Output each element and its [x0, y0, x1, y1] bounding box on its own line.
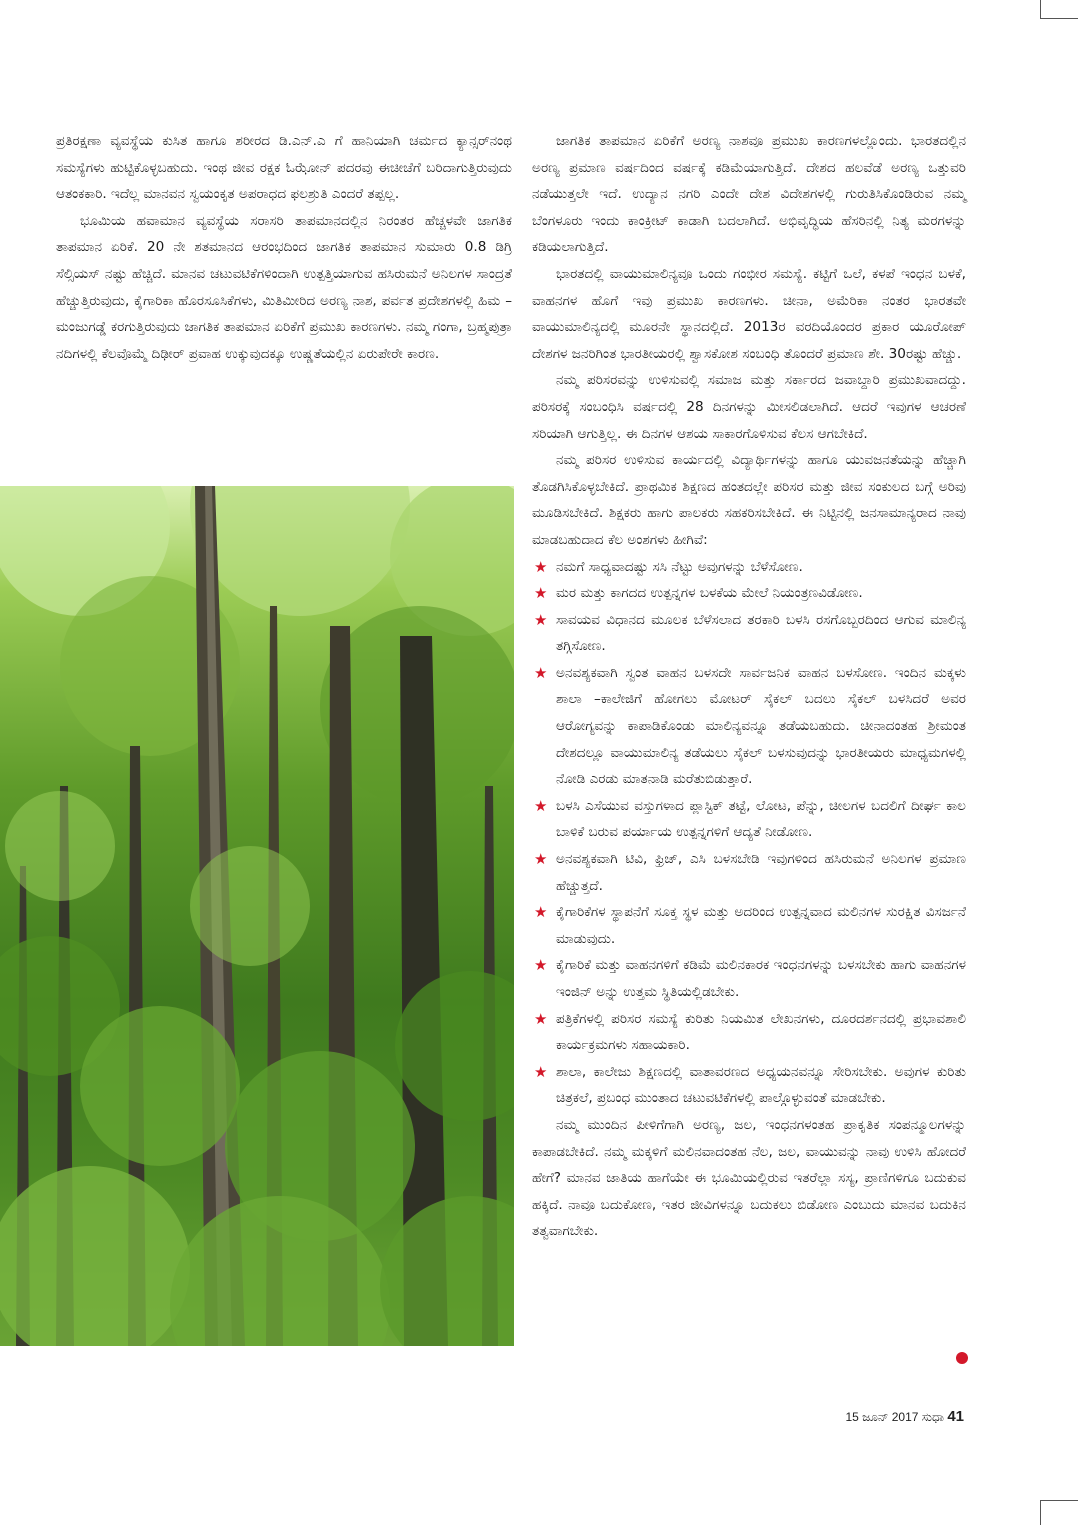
- list-item-text: ಅನವಶ್ಯಕವಾಗಿ ಟಿವಿ, ಫ್ರಿಜ್, ಎಸಿ ಬಳಸಬೇಡಿ ಇವುಗಳಿಂದ ಹಸಿರುಮನೆ ಅನಿಲಗಳ ಪ್ರಮಾಣ ಹೆಚ್ಚುತ್ತದೆ.: [556, 851, 966, 894]
- right-column: [532, 128, 966, 1245]
- list-item-text: ಶಾಲಾ, ಕಾಲೇಜು ಶಿಕ್ಷಣದಲ್ಲಿ ವಾತಾವರಣದ ಅಧ್ಯಯನವನ್ನೂ ಸೇರಿಸಬೇಕು. ಅವುಗಳ ಕುರಿತು ಚಿತ್ರಕಲೆ, ಪ್ರಬಂಧ ಮುಂತಾದ ಚಟುವಟಿಕೆಗಳಲ್ಲಿ ಪಾಲ್ಗೊಳ್ಳುವಂತೆ ಮಾಡಬೇಕು.: [556, 1063, 966, 1107]
- issue-date: 15 ಜೂನ್ 2017: [845, 1410, 919, 1424]
- crop-mark-bottom-right: [1040, 1500, 1078, 1501]
- list-item: [532, 554, 966, 581]
- list-item-text: ಮರ ಮತ್ತು ಕಾಗದದ ಉತ್ಪನ್ನಗಳ ಬಳಕೆಯ ಮೇಲೆ ನಿಯಂತ್ರಣವಿಡೋಣ.: [556, 585, 863, 602]
- list-item-text: ಅನವಶ್ಯಕವಾಗಿ ಸ್ವಂತ ವಾಹನ ಬಳಸದೇ ಸಾರ್ವಜನಿಕ ವಾಹನ ಬಳಸೋಣ. ಇಂದಿನ ಮಕ್ಕಳು ಶಾಲಾ –ಕಾಲೇಜಿಗೆ ಹೋಗಲು ಮೋಟರ್ ಸೈಕಲ್ ಬದಲು ಸೈಕಲ್ ಬಳಸಿದರೆ ಅವರ ಆರೋಗ್ಯವನ್ನು ಕಾಪಾಡಿಕೊಂಡು ಮಾಲಿನ್ಯವನ್ನೂ ತಡೆಯಬಹುದು. ಚೀನಾದಂತಹ ಶ್ರೀಮಂತ ದೇಶದಲ್ಲೂ ವಾಯುಮಾಲಿನ್ಯ ತಡೆಯಲು ಸೈಕಲ್ ಬಳಸುವುದನ್ನು ಭಾರತೀಯರು ಮಾಧ್ಯಮಗಳಲ್ಲಿ ನೋಡಿ ಎರಡು ಮಾತನಾಡಿ ಮರೆತುಬಿಡುತ್ತಾರೆ.: [556, 664, 966, 788]
- crop-mark-top-right: [1040, 0, 1041, 18]
- forest-illustration: [0, 486, 514, 1346]
- list-item: [532, 899, 966, 952]
- list-item: [532, 660, 966, 793]
- star-bullet-icon: ★: [534, 850, 548, 869]
- left-column: [56, 128, 512, 367]
- paragraph: ಭಾರತದಲ್ಲಿ ವಾಯುಮಾಲಿನ್ಯವೂ ಒಂದು ಗಂಭೀರ ಸಮಸ್ಯೆ. ಕಟ್ಟಿಗೆ ಒಲೆ, ಕಳಪೆ ಇಂಧನ ಬಳಕೆ, ವಾಹನಗಳ ಹೊಗೆ ಇವು ಪ್ರಮುಖ ಕಾರಣಗಳು. ಚೀನಾ, ಅಮೆರಿಕಾ ನಂತರ ಭಾರತವೇ ವಾಯುಮಾಲಿನ್ಯದಲ್ಲಿ ಮೂರನೇ ಸ್ಥಾನದಲ್ಲಿದೆ. 2013ರ ವರದಿಯೊಂದರ ಪ್ರಕಾರ ಯೂರೋಪ್ ದೇಶಗಳ ಜನರಿಗಿಂತ ಭಾರತೀಯರಲ್ಲಿ ಶ್ವಾಸಕೋಶ ಸಂಬಂಧಿ ತೊಂದರೆ ಪ್ರಮಾಣ ಶೇ. 30ರಷ್ಟು ಹೆಚ್ಚು.: [532, 265, 966, 362]
- list-item: [532, 846, 966, 899]
- list-item-text: ಕೈಗಾರಿಕೆಗಳ ಸ್ಥಾಪನೆಗೆ ಸೂಕ್ತ ಸ್ಥಳ ಮತ್ತು ಅದರಿಂದ ಉತ್ಪನ್ನವಾದ ಮಲಿನಗಳ ಸುರಕ್ಷಿತ ವಿಸರ್ಜನೆ ಮಾಡುವುದು.: [556, 904, 966, 947]
- list-item-text: ನಮಗೆ ಸಾಧ್ಯವಾದಷ್ಟು ಸಸಿ ನೆಟ್ಟು ಅವುಗಳನ್ನು ಬೆಳೆಸೋಣ.: [556, 558, 803, 575]
- list-item: [532, 952, 966, 1005]
- list-item: [532, 1059, 966, 1112]
- star-bullet-icon: ★: [534, 903, 548, 922]
- list-item: [532, 580, 966, 607]
- list-item-text: ಪತ್ರಿಕೆಗಳಲ್ಲಿ ಪರಿಸರ ಸಮಸ್ಯೆ ಕುರಿತು ನಿಯಮಿತ ಲೇಖನಗಳು, ದೂರದರ್ಶನದಲ್ಲಿ ಪ್ರಭಾವಶಾಲಿ ಕಾರ್ಯಕ್ರಮಗಳು ಸಹಾಯಕಾರಿ.: [556, 1010, 966, 1054]
- crop-mark-top-right: [1040, 18, 1078, 19]
- star-bullet-icon: ★: [534, 663, 548, 682]
- star-bullet-icon: ★: [534, 956, 548, 975]
- forest-photo: [0, 486, 514, 1346]
- list-item: [532, 1006, 966, 1059]
- crop-mark-bottom-right: [1040, 1500, 1041, 1525]
- list-item-text: ಸಾವಯವ ವಿಧಾನದ ಮೂಲಕ ಬೆಳೆಸಲಾದ ತರಕಾರಿ ಬಳಸಿ ರಸಗೊಬ್ಬರದಿಂದ ಆಗುವ ಮಾಲಿನ್ಯ ತಗ್ಗಿಸೋಣ.: [556, 611, 966, 655]
- star-bullet-icon: ★: [534, 584, 548, 603]
- list-item: [532, 607, 966, 660]
- star-bullet-icon: ★: [534, 796, 548, 815]
- list-item: [532, 793, 966, 846]
- star-bullet-icon: ★: [534, 557, 548, 576]
- magazine-name: ಸುಧಾ: [921, 1410, 944, 1424]
- paragraph: ಜಾಗತಿಕ ತಾಪಮಾನ ಏರಿಕೆಗೆ ಅರಣ್ಯ ನಾಶವೂ ಪ್ರಮುಖ ಕಾರಣಗಳಲ್ಲೊಂದು. ಭಾರತದಲ್ಲಿನ ಅರಣ್ಯ ಪ್ರಮಾಣ ವರ್ಷದಿಂದ ವರ್ಷಕ್ಕೆ ಕಡಿಮೆಯಾಗುತ್ತಿದೆ. ದೇಶದ ಹಲವೆಡೆ ಅರಣ್ಯ ಒತ್ತುವರಿ ನಡೆಯುತ್ತಲೇ ಇದೆ. ಉದ್ಯಾನ ನಗರಿ ಎಂದೇ ದೇಶ ವಿದೇಶಗಳಲ್ಲಿ ಗುರುತಿಸಿಕೊಂಡಿರುವ ನಮ್ಮ ಬೆಂಗಳೂರು ಇಂದು ಕಾಂಕ್ರೀಟ್ ಕಾಡಾಗಿ ಬದಲಾಗಿದೆ. ಅಭಿವೃದ್ಧಿಯ ಹೆಸರಿನಲ್ಲಿ ನಿತ್ಯ ಮರಗಳನ್ನು ಕಡಿಯಲಾಗುತ್ತಿದೆ.: [532, 133, 966, 256]
- star-bullet-icon: ★: [534, 1009, 548, 1028]
- list-item-text: ಕೈಗಾರಿಕೆ ಮತ್ತು ವಾಹನಗಳಿಗೆ ಕಡಿಮೆ ಮಲಿನಕಾರಕ ಇಂಧನಗಳನ್ನು ಬಳಸಬೇಕು ಹಾಗು ವಾಹನಗಳ ಇಂಜಿನ್ ಅನ್ನು ಉತ್ತಮ ಸ್ಥಿತಿಯಲ್ಲಿಡಬೇಕು.: [556, 957, 966, 1000]
- paragraph: ಪ್ರತಿರಕ್ಷಣಾ ವ್ಯವಸ್ಥೆಯ ಕುಸಿತ ಹಾಗೂ ಶರೀರದ ಡಿ.ಎನ್.ಎ ಗೆ ಹಾನಿಯಾಗಿ ಚರ್ಮದ ಕ್ಯಾನ್ಸರ್‌ನಂಥ ಸಮಸ್ಯೆಗಳು ಹುಟ್ಟಿಕೊಳ್ಳಬಹುದು. ಇಂಥ ಜೀವ ರಕ್ಷಕ ಓಝೋನ್ ಪದರವು ಈಚೀಚೆಗೆ ಬರಿದಾಗುತ್ತಿರುವುದು ಆತಂಕಕಾರಿ. ಇದೆಲ್ಲ ಮಾನವನ ಸ್ವಯಂಕೃತ ಅಪರಾಧದ ಫಲಶ್ರುತಿ ಎಂದರೆ ತಪ್ಪಲ್ಲ.: [56, 133, 512, 203]
- end-mark-dot: [956, 1352, 968, 1364]
- star-bullet-icon: ★: [534, 610, 548, 629]
- paragraph: ನಮ್ಮ ಪರಿಸರವನ್ನು ಉಳಿಸುವಲ್ಲಿ ಸಮಾಜ ಮತ್ತು ಸರ್ಕಾರದ ಜವಾಬ್ದಾರಿ ಪ್ರಮುಖವಾದದ್ದು. ಪರಿಸರಕ್ಕೆ ಸಂಬಂಧಿಸಿ ವರ್ಷದಲ್ಲಿ 28 ದಿನಗಳನ್ನು ಮೀಸಲಿಡಲಾಗಿದೆ. ಆದರೆ ಇವುಗಳ ಆಚರಣೆ ಸರಿಯಾಗಿ ಆಗುತ್ತಿಲ್ಲ. ಈ ದಿನಗಳ ಆಶಯ ಸಾಕಾರಗೊಳಿಸುವ ಕೆಲಸ ಆಗಬೇಕಿದೆ.: [532, 372, 966, 442]
- list-item-text: ಬಳಸಿ ಎಸೆಯುವ ವಸ್ತುಗಳಾದ ಪ್ಲಾಸ್ಟಿಕ್ ತಟ್ಟೆ, ಲೋಟ, ಪೆನ್ನು, ಚೀಲಗಳ ಬದಲಿಗೆ ದೀರ್ಘ ಕಾಲ ಬಾಳಿಕೆ ಬರುವ ಪರ್ಯಾಯ ಉತ್ಪನ್ನಗಳಿಗೆ ಆದ್ಯತೆ ನೀಡೋಣ.: [556, 797, 966, 841]
- page-number: 41: [947, 1408, 964, 1425]
- tips-list: [532, 554, 966, 1112]
- closing-paragraph: ನಮ್ಮ ಮುಂದಿನ ಪೀಳಿಗೆಗಾಗಿ ಅರಣ್ಯ, ಜಲ, ಇಂಧನಗಳಂತಹ ಪ್ರಾಕೃತಿಕ ಸಂಪನ್ಮೂಲಗಳನ್ನು ಕಾಪಾಡಬೇಕಿದೆ. ನಮ್ಮ ಮಕ್ಕಳಿಗೆ ಮಲಿನವಾದಂತಹ ನೆಲ, ಜಲ, ವಾಯುವನ್ನು ನಾವು ಉಳಿಸಿ ಹೋದರೆ ಹೇಗೆ? ಮಾನವ ಜಾತಿಯ ಹಾಗೆಯೇ ಈ ಭೂಮಿಯಲ್ಲಿರುವ ಇತರೆಲ್ಲಾ ಸಸ್ಯ, ಪ್ರಾಣಿಗಳಿಗೂ ಬದುಕುವ ಹಕ್ಕಿದೆ. ನಾವೂ ಬದುಕೋಣ, ಇತರ ಜೀವಿಗಳನ್ನೂ ಬದುಕಲು ಬಿಡೋಣ ಎಂಬುದು ಮಾನವ ಬದುಕಿನ ತತ್ವವಾಗಬೇಕು.: [532, 1116, 966, 1240]
- paragraph: ಭೂಮಿಯ ಹವಾಮಾನ ವ್ಯವಸ್ಥೆಯ ಸರಾಸರಿ ತಾಪಮಾನದಲ್ಲಿನ ನಿರಂತರ ಹೆಚ್ಚಳವೇ ಜಾಗತಿಕ ತಾಪಮಾನ ಏರಿಕೆ. 20 ನೇ ಶತಮಾನದ ಆರಂಭದಿಂದ ಜಾಗತಿಕ ತಾಪಮಾನ ಸುಮಾರು 0.8 ಡಿಗ್ರಿ ಸೆಲ್ಸಿಯಸ್ ನಷ್ಟು ಹೆಚ್ಚಿದೆ. ಮಾನವ ಚಟುವಟಿಕೆಗಳಿಂದಾಗಿ ಉತ್ಪತ್ತಿಯಾಗುವ ಹಸಿರುಮನೆ ಅನಿಲಗಳ ಸಾಂದ್ರತೆ ಹೆಚ್ಚುತ್ತಿರುವುದು, ಕೈಗಾರಿಕಾ ಹೊರಸೂಸಿಕೆಗಳು, ಮಿತಿಮೀರಿದ ಅರಣ್ಯ ನಾಶ, ಪರ್ವತ ಪ್ರದೇಶಗಳಲ್ಲಿ ಹಿಮ –ಮಂಜುಗಡ್ಡೆ ಕರಗುತ್ತಿರುವುದು ಜಾಗತಿಕ ತಾಪಮಾನ ಏರಿಕೆಗೆ ಪ್ರಮುಖ ಕಾರಣಗಳು. ನಮ್ಮ ಗಂಗಾ, ಬ್ರಹ್ಮಪುತ್ರಾ ನದಿಗಳಲ್ಲಿ ಕೆಲವೊಮ್ಮೆ ದಿಢೀರ್ ಪ್ರವಾಹ ಉಕ್ಕುವುದಕ್ಕೂ ಉಷ್ಣತೆಯಲ್ಲಿನ ಏರುಪೇರೇ ಕಾರಣ.: [56, 212, 512, 362]
- page-footer: [836, 1408, 964, 1425]
- star-bullet-icon: ★: [534, 1062, 548, 1081]
- paragraph: ನಮ್ಮ ಪರಿಸರ ಉಳಿಸುವ ಕಾರ್ಯದಲ್ಲಿ ವಿದ್ಯಾರ್ಥಿಗಳನ್ನು ಹಾಗೂ ಯುವಜನತೆಯನ್ನು ಹೆಚ್ಚಾಗಿ ತೊಡಗಿಸಿಕೊಳ್ಳಬೇಕಿದೆ. ಪ್ರಾಥಮಿಕ ಶಿಕ್ಷಣದ ಹಂತದಲ್ಲೇ ಪರಿಸರ ಮತ್ತು ಜೀವ ಸಂಕುಲದ ಬಗ್ಗೆ ಅರಿವು ಮೂಡಿಸಬೇಕಿದೆ. ಶಿಕ್ಷಕರು ಹಾಗು ಪಾಲಕರು ಸಹಕರಿಸಬೇಕಿದೆ. ಈ ನಿಟ್ಟಿನಲ್ಲಿ ಜನಸಾಮಾನ್ಯರಾದ ನಾವು ಮಾಡಬಹುದಾದ ಕೆಲ ಅಂಶಗಳು ಹೀಗಿವೆ:: [532, 452, 966, 548]
